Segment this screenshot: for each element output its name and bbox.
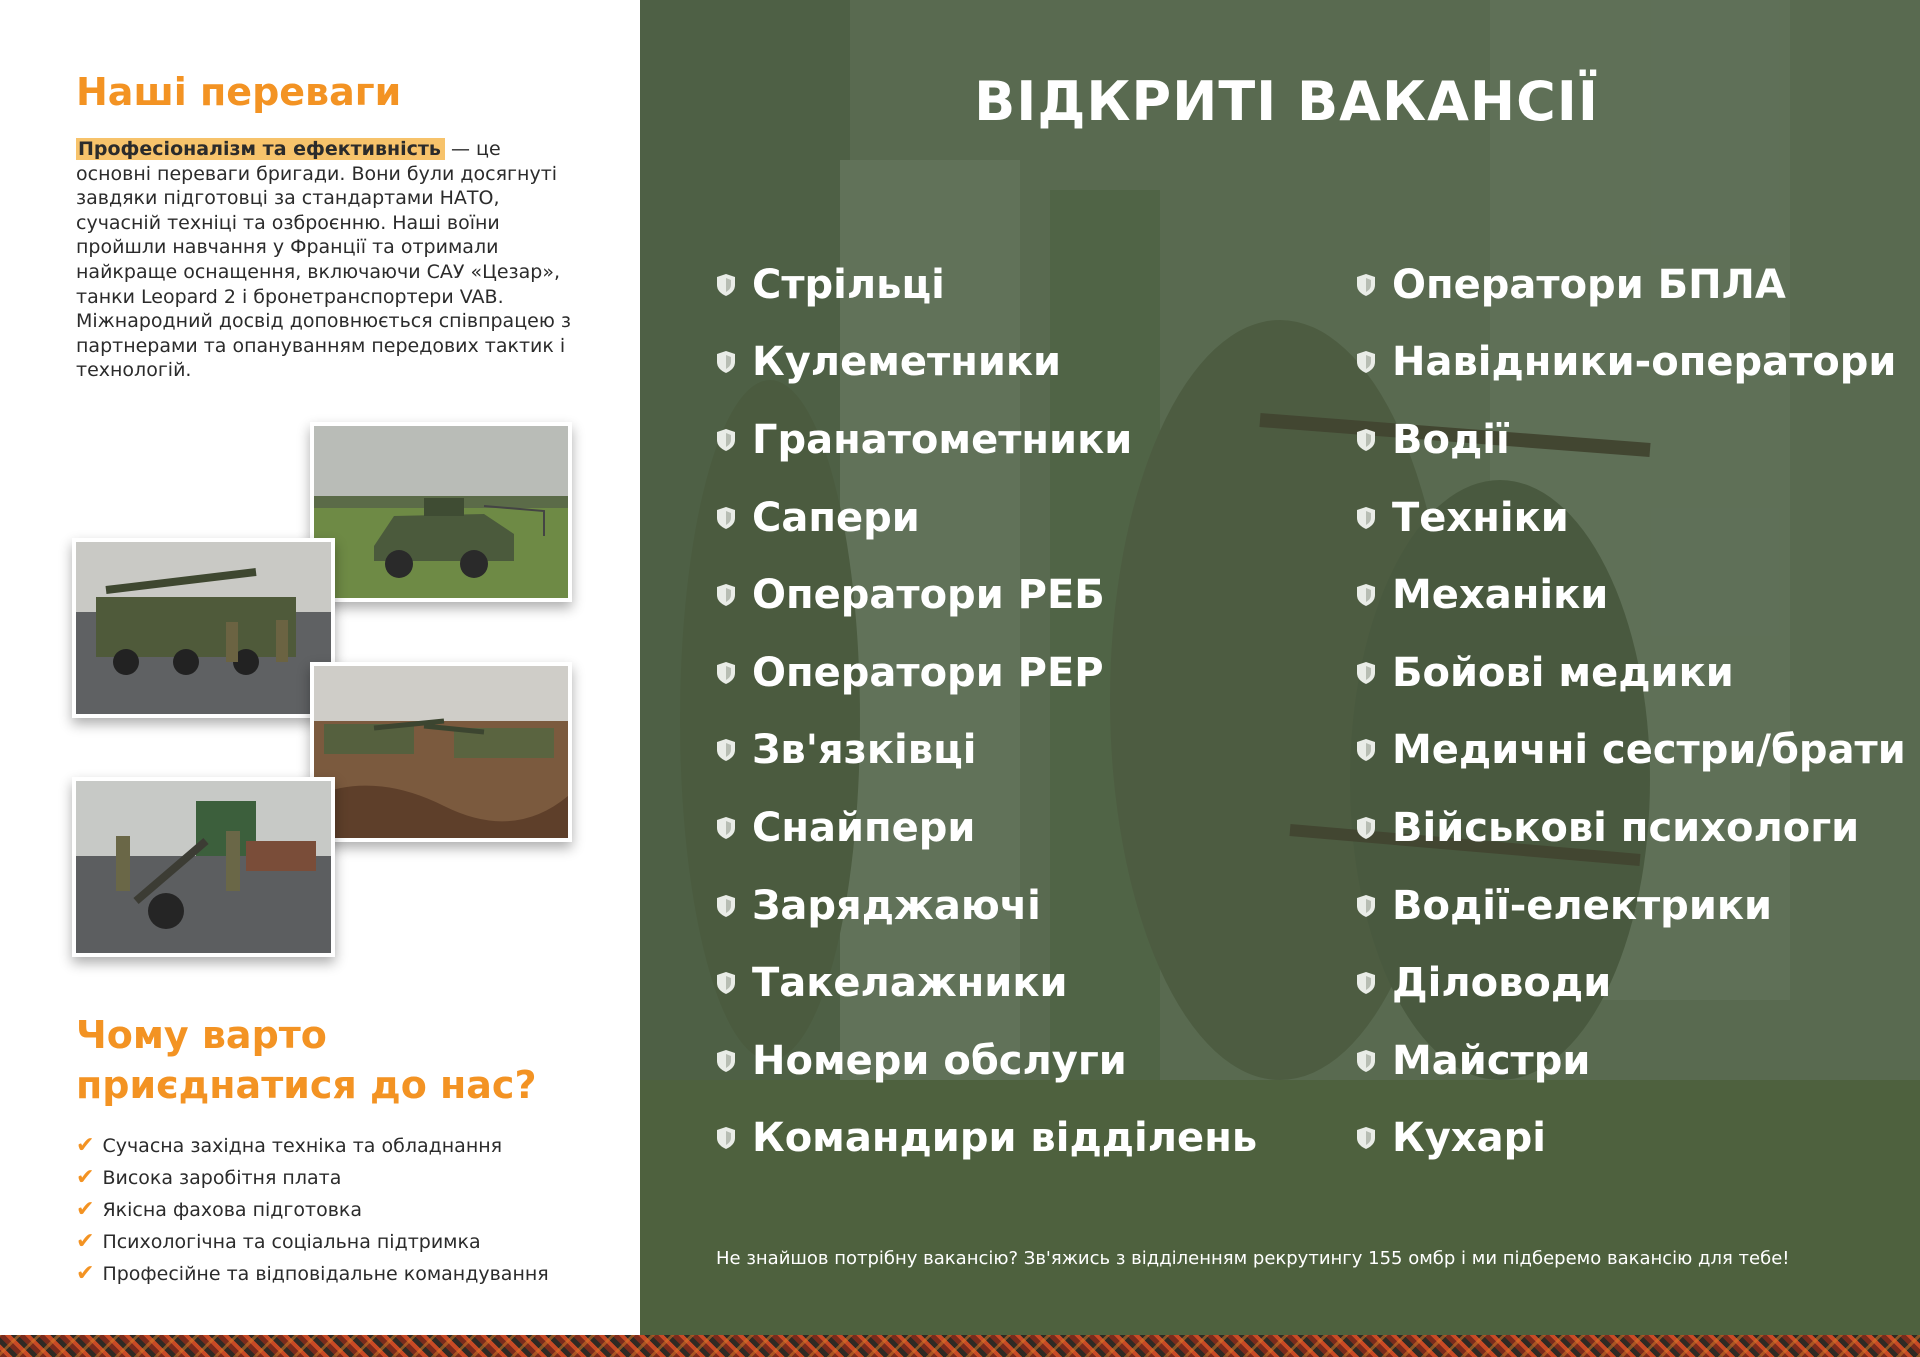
left-panel — [0, 0, 640, 1335]
shield-icon — [1356, 971, 1376, 995]
why-title-line1: Чому варто — [76, 1013, 327, 1057]
shield-icon — [716, 971, 736, 995]
photo-mortar-crew — [72, 777, 335, 957]
shield-icon — [1356, 1126, 1376, 1150]
list-item: Медичні сестри/брати — [1356, 712, 1906, 790]
list-item: ✔ Висока заробітня плата — [76, 1165, 342, 1190]
shield-icon — [716, 1126, 736, 1150]
shield-icon — [1356, 661, 1376, 685]
list-item: Гранатометники — [716, 401, 1257, 479]
shield-icon — [716, 661, 736, 685]
photo-artillery-truck — [72, 538, 335, 718]
vacancies-panel — [640, 0, 1920, 1335]
shield-icon — [716, 428, 736, 452]
shield-icon — [716, 273, 736, 297]
photo-armored-vehicle — [310, 422, 572, 602]
list-item: Зв'язківці — [716, 712, 1257, 790]
list-item: Діловоди — [1356, 944, 1906, 1022]
list-item: Військові психологи — [1356, 789, 1906, 867]
shield-icon — [1356, 506, 1376, 530]
shield-icon — [1356, 273, 1376, 297]
shield-icon — [1356, 816, 1376, 840]
checkmark-icon: ✔ — [76, 1133, 95, 1158]
advantages-text — [76, 137, 576, 383]
list-item: Кулеметники — [716, 324, 1257, 402]
advantages-highlight: Професіоналізм та ефективність — [76, 138, 445, 160]
photo-tanks — [310, 662, 572, 842]
list-item: Оператори БПЛА — [1356, 246, 1906, 324]
shield-icon — [716, 506, 736, 530]
shield-icon — [716, 1049, 736, 1073]
ornament-border — [0, 1335, 1920, 1357]
checkmark-icon: ✔ — [76, 1197, 95, 1222]
list-item: ✔ Психологічна та соціальна підтримка — [76, 1229, 481, 1254]
shield-icon — [1356, 583, 1376, 607]
checkmark-icon: ✔ — [76, 1229, 95, 1254]
checkmark-icon: ✔ — [76, 1165, 95, 1190]
list-item: Техніки — [1356, 479, 1906, 557]
list-item: Оператори РЕР — [716, 634, 1257, 712]
benefits-list — [76, 1130, 549, 1290]
list-item: Командири відділень — [716, 1100, 1257, 1178]
advantages-body: — це основні переваги бригади. Вони були досягнуті завдяки підготовці за стандартами НАТО, сучасній техніці та озброєнню. Наші воїни пройшли навчання у Франції та отримали найкраще оснащення, включаючи САУ «Цезар», танки Leopard 2 і бронетранспортери VAB. Міжнародний досвід доповнюється співпрацею з партнерами та опануванням передових тактик і технологій. — [76, 138, 571, 382]
shield-icon — [716, 350, 736, 374]
list-item: Водії-електрики — [1356, 867, 1906, 945]
list-item: Водії — [1356, 401, 1906, 479]
vacancies-list-left — [716, 246, 1257, 1177]
shield-icon — [1356, 894, 1376, 918]
shield-icon — [1356, 350, 1376, 374]
shield-icon — [716, 816, 736, 840]
list-item: ✔ Сучасна західна техніка та обладнання — [76, 1133, 503, 1158]
why-title-line2: приєднатися до нас? — [76, 1063, 537, 1107]
vacancies-title: ВІДКРИТІ ВАКАНСІЇ — [974, 70, 1599, 133]
list-item: Снайпери — [716, 789, 1257, 867]
list-item: ✔ Професійне та відповідальне командування — [76, 1261, 549, 1286]
why-join-title — [76, 1010, 596, 1110]
recruiting-note: Не знайшов потрібну вакансію? Зв'яжись з відділенням рекрутингу 155 омбр і ми підберемо вакансію для тебе! — [716, 1248, 1790, 1269]
checkmark-icon: ✔ — [76, 1261, 95, 1286]
list-item: Номери обслуги — [716, 1022, 1257, 1100]
shield-icon — [716, 738, 736, 762]
list-item: Навідники-оператори — [1356, 324, 1906, 402]
advantages-title: Наші переваги — [76, 70, 402, 114]
list-item: Сапери — [716, 479, 1257, 557]
shield-icon — [1356, 428, 1376, 452]
list-item: Стрільці — [716, 246, 1257, 324]
vacancies-list-right — [1356, 246, 1906, 1177]
shield-icon — [716, 583, 736, 607]
list-item: Оператори РЕБ — [716, 556, 1257, 634]
shield-icon — [1356, 1049, 1376, 1073]
list-item: Бойові медики — [1356, 634, 1906, 712]
shield-icon — [1356, 738, 1376, 762]
list-item: Механіки — [1356, 556, 1906, 634]
list-item: Кухарі — [1356, 1100, 1906, 1178]
shield-icon — [716, 894, 736, 918]
list-item: Заряджаючі — [716, 867, 1257, 945]
list-item: ✔ Якісна фахова підготовка — [76, 1197, 363, 1222]
list-item: Майстри — [1356, 1022, 1906, 1100]
list-item: Такелажники — [716, 944, 1257, 1022]
